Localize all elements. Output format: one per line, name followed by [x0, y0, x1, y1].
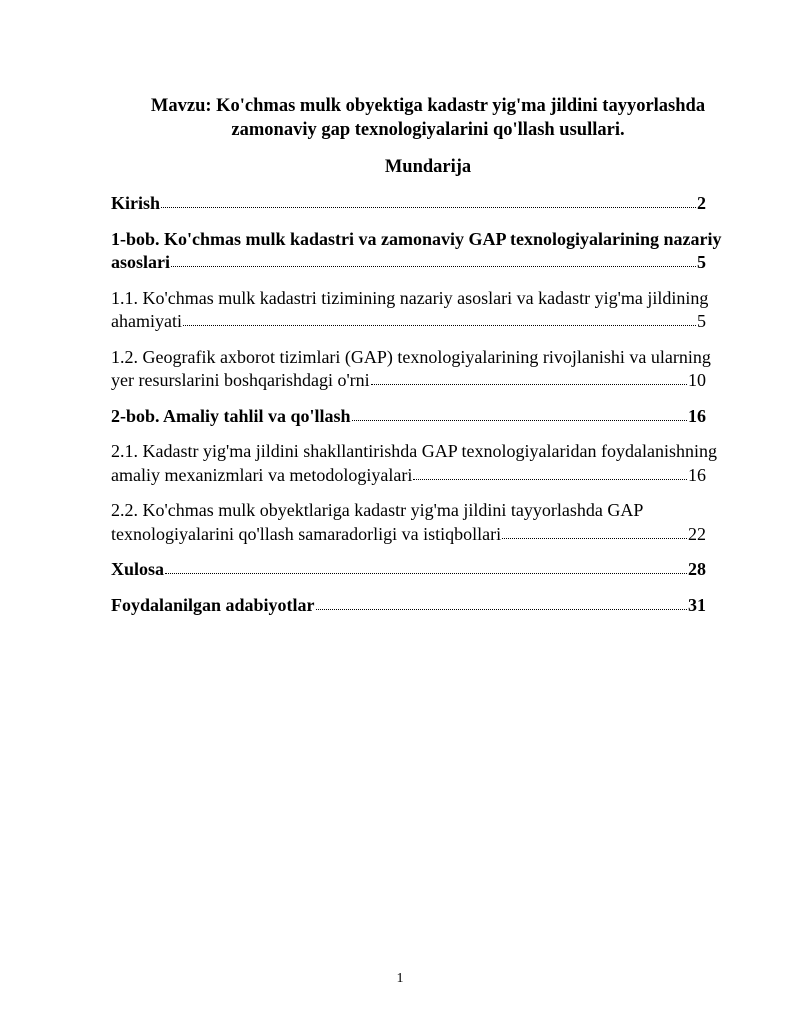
- toc-entry-xulosa: [111, 558, 706, 582]
- toc-page-number: 22: [688, 523, 706, 544]
- toc-entry-text: yer resurslarini boshqarishdagi o'rni: [111, 370, 370, 390]
- toc-entry-kirish: [111, 192, 706, 216]
- dot-leader: [352, 420, 687, 421]
- dot-leader: [502, 538, 687, 539]
- toc-entry-text: Foydalanilgan adabiyotlar: [111, 594, 315, 615]
- toc-entry-section-2-2: [111, 499, 706, 546]
- dot-leader: [165, 573, 687, 574]
- page-number: 1: [396, 971, 404, 986]
- page-title: [110, 94, 746, 142]
- toc-heading: Mundarija: [384, 157, 472, 177]
- toc-entry-chapter-1: [111, 228, 722, 275]
- table-of-contents: [111, 192, 722, 629]
- toc-entry-section-2-1: [111, 440, 717, 487]
- toc-entry-text: 2-bob. Amaliy tahlil va qo'llash: [111, 405, 351, 426]
- toc-entry-text: amaliy mexanizmlari va metodologiyalari: [111, 464, 413, 485]
- dot-leader: [161, 207, 696, 208]
- toc-entry-text: 1.1. Ko'chmas mulk kadastri tizimining nazariy asoslari va kadastr yig'ma jildining: [111, 287, 709, 308]
- dot-leader: [316, 609, 687, 610]
- toc-entry-text: 1-bob. Ko'chmas mulk kadastri va zamonaviy GAP texnologiyalarining nazariy: [111, 228, 722, 249]
- toc-entry-text: ahamiyati: [111, 311, 182, 331]
- toc-entry-section-1-2: [111, 346, 711, 393]
- toc-entry-text: texnologiyalarini qo'llash samaradorligi va istiqbollari: [111, 523, 502, 544]
- toc-entry-text: asoslari: [111, 252, 171, 272]
- title-line-1: Mavzu: Ko'chmas mulk obyektiga kadastr yig'ma jildini tayyorlashda: [150, 96, 706, 116]
- toc-page-number: 10: [688, 370, 706, 390]
- toc-page-number: 16: [688, 405, 706, 426]
- toc-entry-text: 2.2. Ko'chmas mulk obyektlariga kadastr yig'ma jildini tayyorlashda GAP: [111, 500, 644, 520]
- dot-leader: [171, 266, 696, 267]
- toc-entry-text: 1.2. Geografik axborot tizimlari (GAP) texnologiyalarining rivojlanishi va ularning: [111, 346, 711, 367]
- toc-page-number: 5: [697, 311, 706, 331]
- toc-entry-section-1-1: [111, 287, 709, 334]
- toc-entry-text: Xulosa: [111, 559, 165, 579]
- dot-leader: [371, 384, 687, 385]
- title-line-2: zamonaviy gap texnologiyalarini qo'llash usullari.: [231, 120, 625, 140]
- toc-page-number: 16: [688, 464, 706, 485]
- toc-entry-text: 2.1. Kadastr yig'ma jildini shakllantirishda GAP texnologiyalaridan foydalanishning: [111, 441, 717, 461]
- toc-entry-references: [111, 594, 706, 618]
- dot-leader: [183, 325, 696, 326]
- toc-entry-text: Kirish: [111, 193, 161, 213]
- dot-leader: [413, 479, 687, 480]
- toc-page-number: 5: [697, 252, 706, 272]
- toc-page-number: 31: [688, 594, 706, 615]
- toc-entry-chapter-2: [111, 405, 706, 429]
- toc-page-number: 28: [688, 559, 706, 579]
- toc-page-number: 2: [697, 193, 706, 213]
